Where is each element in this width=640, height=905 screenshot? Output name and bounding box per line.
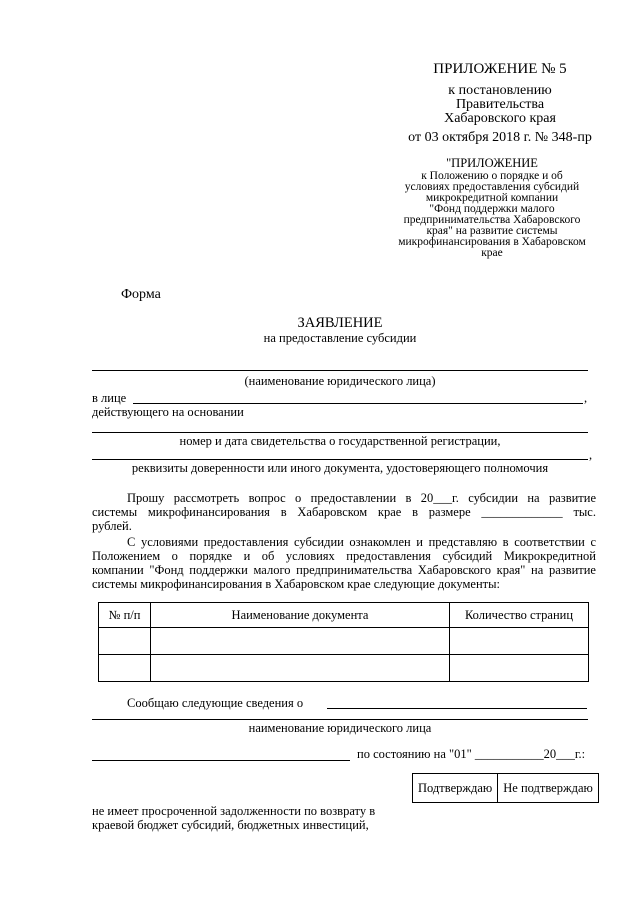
as-of-date: по состоянию на "01" ___________20___г.: <box>357 747 586 761</box>
table-cell[interactable] <box>450 628 589 655</box>
debt-line: не имеет просроченной задолженности по возврату в <box>92 804 376 818</box>
paragraph-line: системы микрофинансирования в Хабаровском крае следующие документы: <box>92 577 500 591</box>
authority-line[interactable] <box>92 459 588 460</box>
info-org-caption: наименование юридического лица <box>248 721 432 735</box>
table-cell[interactable] <box>151 655 450 682</box>
table-cell[interactable] <box>151 628 450 655</box>
paragraph-line: Положением о порядке и об условиях предоставления субсидий Микрокредитной <box>92 549 596 563</box>
paragraph-line: Прошу рассмотреть вопрос о предоставлении в 20___г. субсидии на развитие <box>127 491 596 505</box>
acting-basis-label: действующего на основании <box>92 405 244 419</box>
subheader-line: предпринимательства Хабаровского <box>403 214 581 226</box>
registration-line[interactable] <box>92 432 588 433</box>
in-person-label: в лице <box>92 391 127 405</box>
comma: , <box>584 391 588 405</box>
subheader-line: микрофинансирования в Хабаровском <box>398 236 586 248</box>
header-line: Хабаровского края <box>444 111 556 126</box>
table-cell[interactable] <box>450 655 589 682</box>
info-lead: Сообщаю следующие сведения о <box>127 696 304 710</box>
subheader-line: "ПРИЛОЖЕНИЕ <box>446 156 538 170</box>
paragraph-line: С условиями предоставления субсидии ознакомлен и представляю в соответствии с <box>127 535 596 549</box>
in-person-line[interactable] <box>133 403 583 404</box>
table-row <box>99 655 589 682</box>
org-name-caption: (наименование юридического лица) <box>244 374 436 388</box>
subheader-line: к Положению о порядке и об <box>421 170 563 182</box>
subheader-line: края" на развитие системы <box>426 225 558 237</box>
authority-caption: реквизиты доверенности или иного документа, удостоверяющего полномочия <box>131 461 549 475</box>
header-date: от 03 октября 2018 г. № 348-пр <box>408 130 592 145</box>
col-header-doc-name: Наименование документа <box>151 603 450 628</box>
info-org-line-2[interactable] <box>92 719 588 720</box>
confirm-table <box>412 773 599 803</box>
org-name-line <box>92 370 588 371</box>
col-header-number: № п/п <box>99 603 151 628</box>
table-cell[interactable] <box>99 655 151 682</box>
form-label: Форма <box>121 287 161 302</box>
registration-caption: номер и дата свидетельства о государственной регистрации, <box>179 434 501 448</box>
appendix-number: ПРИЛОЖЕНИЕ № 5 <box>433 61 567 77</box>
documents-table <box>98 602 589 682</box>
header-line: к постановлению <box>448 83 552 98</box>
debt-line: краевой бюджет субсидий, бюджетных инвестиций, <box>92 818 369 832</box>
col-header-page-count: Количество страниц <box>450 603 589 628</box>
subheader-line: микрокредитной компании <box>425 192 559 204</box>
document-subtitle: на предоставление субсидии <box>263 331 417 345</box>
header-line: Правительства <box>455 97 545 112</box>
subheader-line: условиях предоставления субсидий <box>404 181 580 193</box>
table-row <box>99 628 589 655</box>
as-of-line[interactable] <box>92 760 350 761</box>
info-org-line[interactable] <box>327 708 587 709</box>
confirm-yes-option[interactable]: Подтверждаю <box>413 774 498 803</box>
subheader-line: "Фонд поддержки малого <box>429 203 555 215</box>
comma: , <box>589 448 593 462</box>
paragraph-line: компании "Фонд поддержки малого предпринимательства Хабаровского края" на развитие <box>92 563 596 577</box>
document-title: ЗАЯВЛЕНИЕ <box>297 315 383 331</box>
paragraph-line: системы микрофинансирования в Хабаровском крае в размере _____________ тыс. <box>92 505 596 519</box>
subheader-line: крае <box>481 247 503 259</box>
table-cell[interactable] <box>99 628 151 655</box>
confirm-no-option[interactable]: Не подтверждаю <box>498 774 599 803</box>
paragraph-line: рублей. <box>92 519 132 533</box>
